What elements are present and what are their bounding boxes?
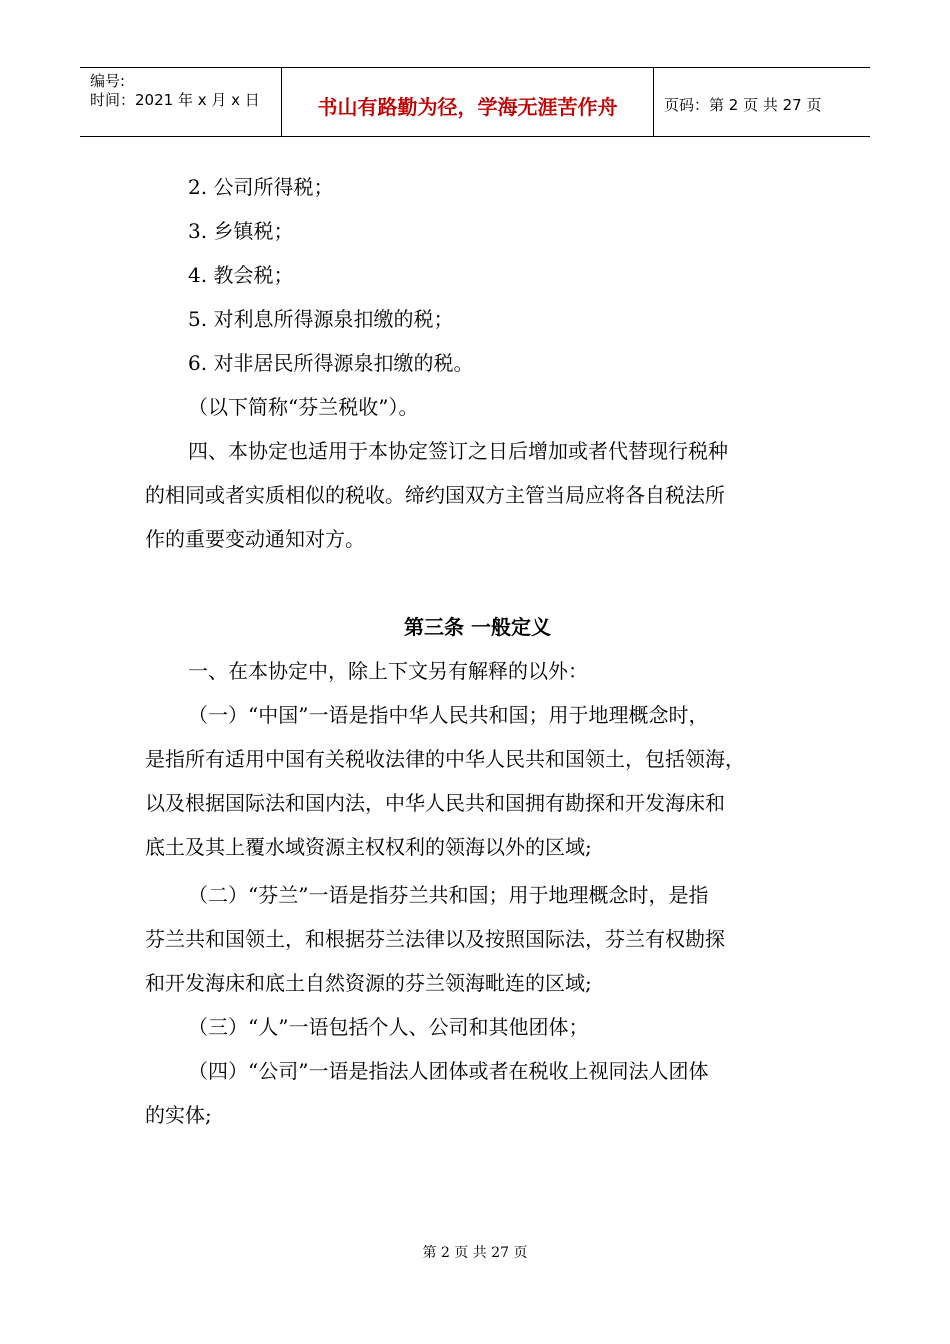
article-heading: 第三条 一般定义 — [404, 615, 551, 639]
paragraph-line: 作的重要变动通知对方。 — [145, 527, 365, 551]
list-item: 6. 对非居民所得源泉扣缴的税。 — [188, 351, 474, 375]
header-meta — [80, 68, 282, 136]
definition-finland — [145, 874, 810, 1006]
spacer — [145, 562, 810, 606]
serial-label: 编号: — [90, 72, 126, 90]
abbreviation-note: （以下简称“芬兰税收”）。 — [188, 395, 419, 419]
paragraph-line: 和开发海床和底土自然资源的芬兰领海毗连的区域; — [145, 971, 592, 995]
paragraph-line: （四）“公司”一语是指法人团体或者在税收上视同法人团体 — [188, 1059, 709, 1083]
paragraph-line: 是指所有适用中国有关税收法律的中华人民共和国领土，包括领海， — [145, 747, 745, 771]
paragraph-line: 以及根据国际法和国内法，中华人民共和国拥有勘探和开发海床和 — [145, 791, 725, 815]
definition-company — [145, 1050, 810, 1138]
paragraph-line: （二）“芬兰”一语是指芬兰共和国；用于地理概念时，是指 — [188, 883, 709, 907]
definition-person: （三）“人”一语包括个人、公司和其他团体； — [188, 1015, 589, 1039]
paragraph-line: 底土及其上覆水域资源主权权利的领海以外的区域; — [145, 835, 592, 859]
header-page-info: 页码：第 2 页 共 27 页 — [664, 95, 822, 114]
list-item: 5. 对利息所得源泉扣缴的税； — [188, 307, 454, 331]
list-item: 3. 乡镇税； — [188, 219, 294, 243]
list-item: 4. 教会税； — [188, 263, 294, 287]
paragraph-line: 的相同或者实质相似的税收。缔约国双方主管当局应将各自税法所 — [145, 483, 725, 507]
paragraph-line: （一）“中国”一语是指中华人民共和国；用于地理概念时， — [188, 703, 709, 727]
paragraph-line: 芬兰共和国领土，和根据芬兰法律以及按照国际法，芬兰有权勘探 — [145, 927, 725, 951]
definition-intro: 一、在本协定中，除上下文另有解释的以外： — [188, 659, 588, 683]
document-header — [80, 67, 870, 137]
paragraph-four — [145, 430, 810, 562]
paragraph-line: 四、本协定也适用于本协定签订之日后增加或者代替现行税种 — [188, 439, 728, 463]
list-item: 2. 公司所得税； — [188, 175, 334, 199]
paragraph-line: 的实体; — [145, 1103, 212, 1127]
header-motto: 书山有路勤为径，学海无涯苦作舟 — [282, 68, 654, 136]
time-label: 时间：2021 年 x 月 x 日 — [90, 91, 260, 109]
document-body — [145, 166, 810, 1138]
definition-china — [145, 694, 810, 870]
page-footer: 第 2 页 共 27 页 — [422, 1245, 528, 1261]
